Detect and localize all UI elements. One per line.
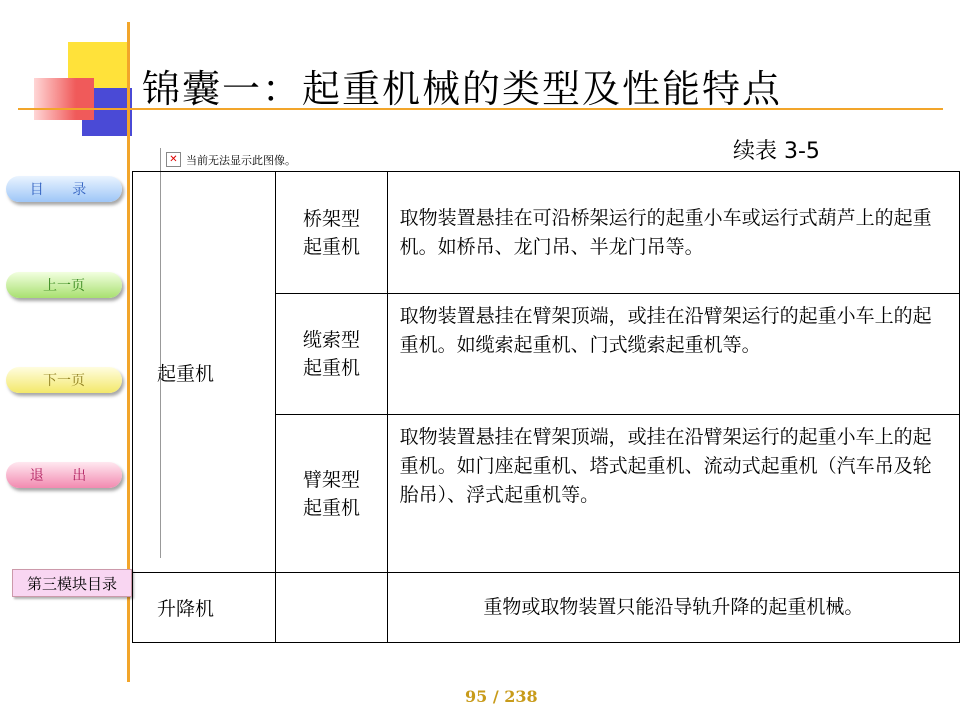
page-title: 锦囊一：起重机械的类型及性能特点 [142,67,783,111]
lift-desc-cell [387,573,959,643]
next-page-button[interactable]: 下一页 [6,367,122,393]
desc-text: 取物装置悬挂在臂架顶端，或挂在沿臂架运行的起重小车上的起重机。如门座起重机、塔式起重机、流动式起重机（汽车吊及轮胎吊）、浮式起重机等。 [399,426,932,506]
lift-desc: 重物或取物装置只能沿导轨升降的起重机械。 [483,596,864,618]
broken-image-icon: ✕ [166,152,181,167]
broken-image-text: 当前无法显示此图像。 [186,154,296,167]
type-line: 臂架型 [302,468,360,491]
lift-label: 升降机 [157,598,215,620]
type-line: 起重机 [302,235,360,258]
type-cell [276,172,387,294]
menu-button[interactable]: 目 录 [6,176,122,202]
group-label: 起重机 [157,362,215,385]
type-line: 桥架型 [302,207,360,230]
exit-button[interactable]: 退 出 [6,462,122,488]
decor-red-square [34,78,94,120]
lift-label-cell [133,573,276,643]
empty-cell [276,573,387,643]
type-line: 起重机 [302,496,360,519]
page-number: 95 / 238 [465,687,538,706]
desc-cell [387,172,959,294]
module-menu-button[interactable]: 第三模块目录 [12,569,132,597]
desc-cell [387,294,959,415]
table-subtitle: 续表 3-5 [733,139,820,164]
desc-cell [387,415,959,573]
desc-text: 取物装置悬挂在臂架顶端，或挂在沿臂架运行的起重小车上的起重机。如缆索起重机、门式缆索起重机等。 [399,305,932,356]
crane-types-table [132,171,960,643]
prev-page-button[interactable]: 上一页 [6,272,122,298]
type-cell [276,415,387,573]
desc-text: 取物装置悬挂在可沿桥架运行的起重小车或运行式葫芦上的起重机。如桥吊、龙门吊、半龙门吊等。 [399,206,932,258]
type-line: 起重机 [302,357,360,379]
group-label-cell [133,172,276,573]
type-line: 缆索型 [302,329,360,351]
type-cell [276,294,387,415]
